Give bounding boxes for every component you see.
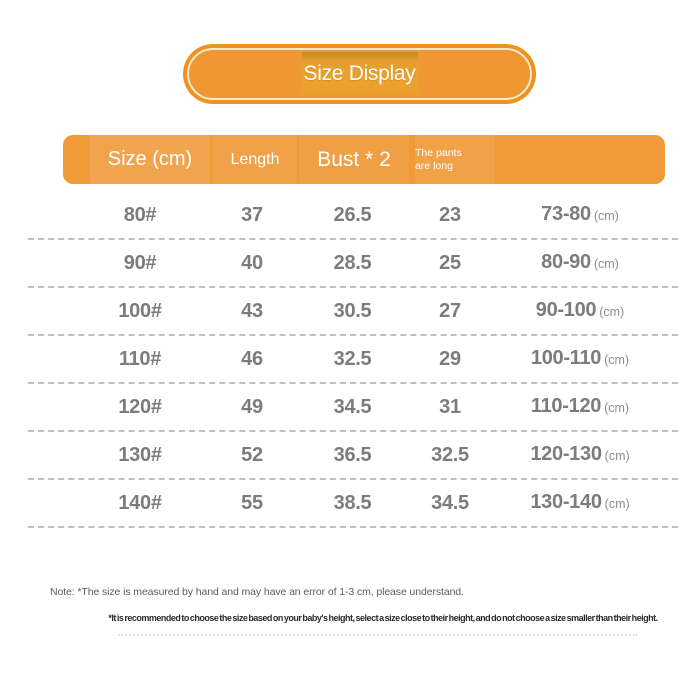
height-range: 80-90 [541, 251, 591, 273]
size-cell: 140# [118, 492, 162, 514]
pants-cell: 32.5 [431, 444, 469, 466]
table-row [28, 240, 678, 288]
height-unit: (cm) [604, 401, 630, 415]
bust-cell: 36.5 [333, 444, 372, 466]
size-display-banner [187, 48, 532, 100]
height-unit: (cm) [599, 305, 625, 319]
size-cell: 120# [118, 396, 162, 418]
size-cell: 110# [118, 348, 162, 370]
measurement-note: Note: *The size is measured by hand and may have an error of 1-3 cm, please understand. [50, 586, 464, 598]
height-unit: (cm) [604, 449, 630, 463]
height-unit: (cm) [604, 497, 630, 511]
header-size: Size (cm) [90, 135, 210, 184]
pants-cell: 25 [439, 252, 461, 274]
size-table [28, 192, 678, 528]
length-cell: 37 [241, 204, 263, 226]
size-cell: 90# [123, 252, 157, 274]
bust-cell: 38.5 [333, 492, 372, 514]
header-pants-line2: are long [415, 159, 453, 172]
bottom-divider [118, 634, 638, 636]
bust-cell: 30.5 [333, 300, 372, 322]
bust-cell: 34.5 [333, 396, 372, 418]
pants-cell: 23 [439, 204, 461, 226]
height-unit: (cm) [593, 257, 619, 271]
table-row [28, 384, 678, 432]
height-cell [492, 431, 668, 479]
table-row [28, 288, 678, 336]
height-range: 73-80 [541, 203, 591, 225]
height-range: 100-110 [530, 347, 602, 369]
height-cell [492, 239, 668, 287]
height-range: 90-100 [535, 299, 597, 321]
table-row [28, 480, 678, 528]
pants-cell: 27 [439, 300, 461, 322]
size-cell: 100# [118, 300, 162, 322]
table-row [28, 192, 678, 240]
height-cell [492, 479, 668, 527]
table-row [28, 432, 678, 480]
header-length: Length [213, 135, 297, 184]
bust-cell: 28.5 [333, 252, 372, 274]
length-cell: 40 [241, 252, 263, 274]
pants-cell: 29 [439, 348, 461, 370]
height-range: 120-130 [530, 443, 602, 465]
size-cell: 130# [118, 444, 162, 466]
height-cell [492, 335, 668, 383]
height-cell [492, 383, 668, 431]
header-bust: Bust * 2 [299, 135, 409, 184]
height-cell [492, 287, 668, 335]
pants-cell: 34.5 [431, 492, 469, 514]
length-cell: 49 [241, 396, 263, 418]
table-header-row [63, 135, 665, 184]
length-cell: 52 [241, 444, 263, 466]
pants-cell: 31 [439, 396, 461, 418]
header-pants [415, 135, 495, 184]
length-cell: 55 [241, 492, 263, 514]
height-range: 130-140 [530, 491, 602, 513]
size-recommendation-note: *It is recommended to choose the size based on your baby's height, select a size close to their height, and do not choose a size smaller than their height. [108, 613, 658, 623]
table-row [28, 336, 678, 384]
size-cell: 80# [123, 204, 157, 226]
height-unit: (cm) [593, 209, 619, 223]
banner-title: Size Display [303, 62, 416, 85]
height-unit: (cm) [604, 353, 630, 367]
bust-cell: 26.5 [333, 204, 372, 226]
length-cell: 43 [241, 300, 263, 322]
header-pants-line1: The pants [415, 146, 462, 159]
height-range: 110-120 [530, 395, 602, 417]
height-cell [492, 191, 668, 239]
length-cell: 46 [241, 348, 263, 370]
bust-cell: 32.5 [333, 348, 372, 370]
